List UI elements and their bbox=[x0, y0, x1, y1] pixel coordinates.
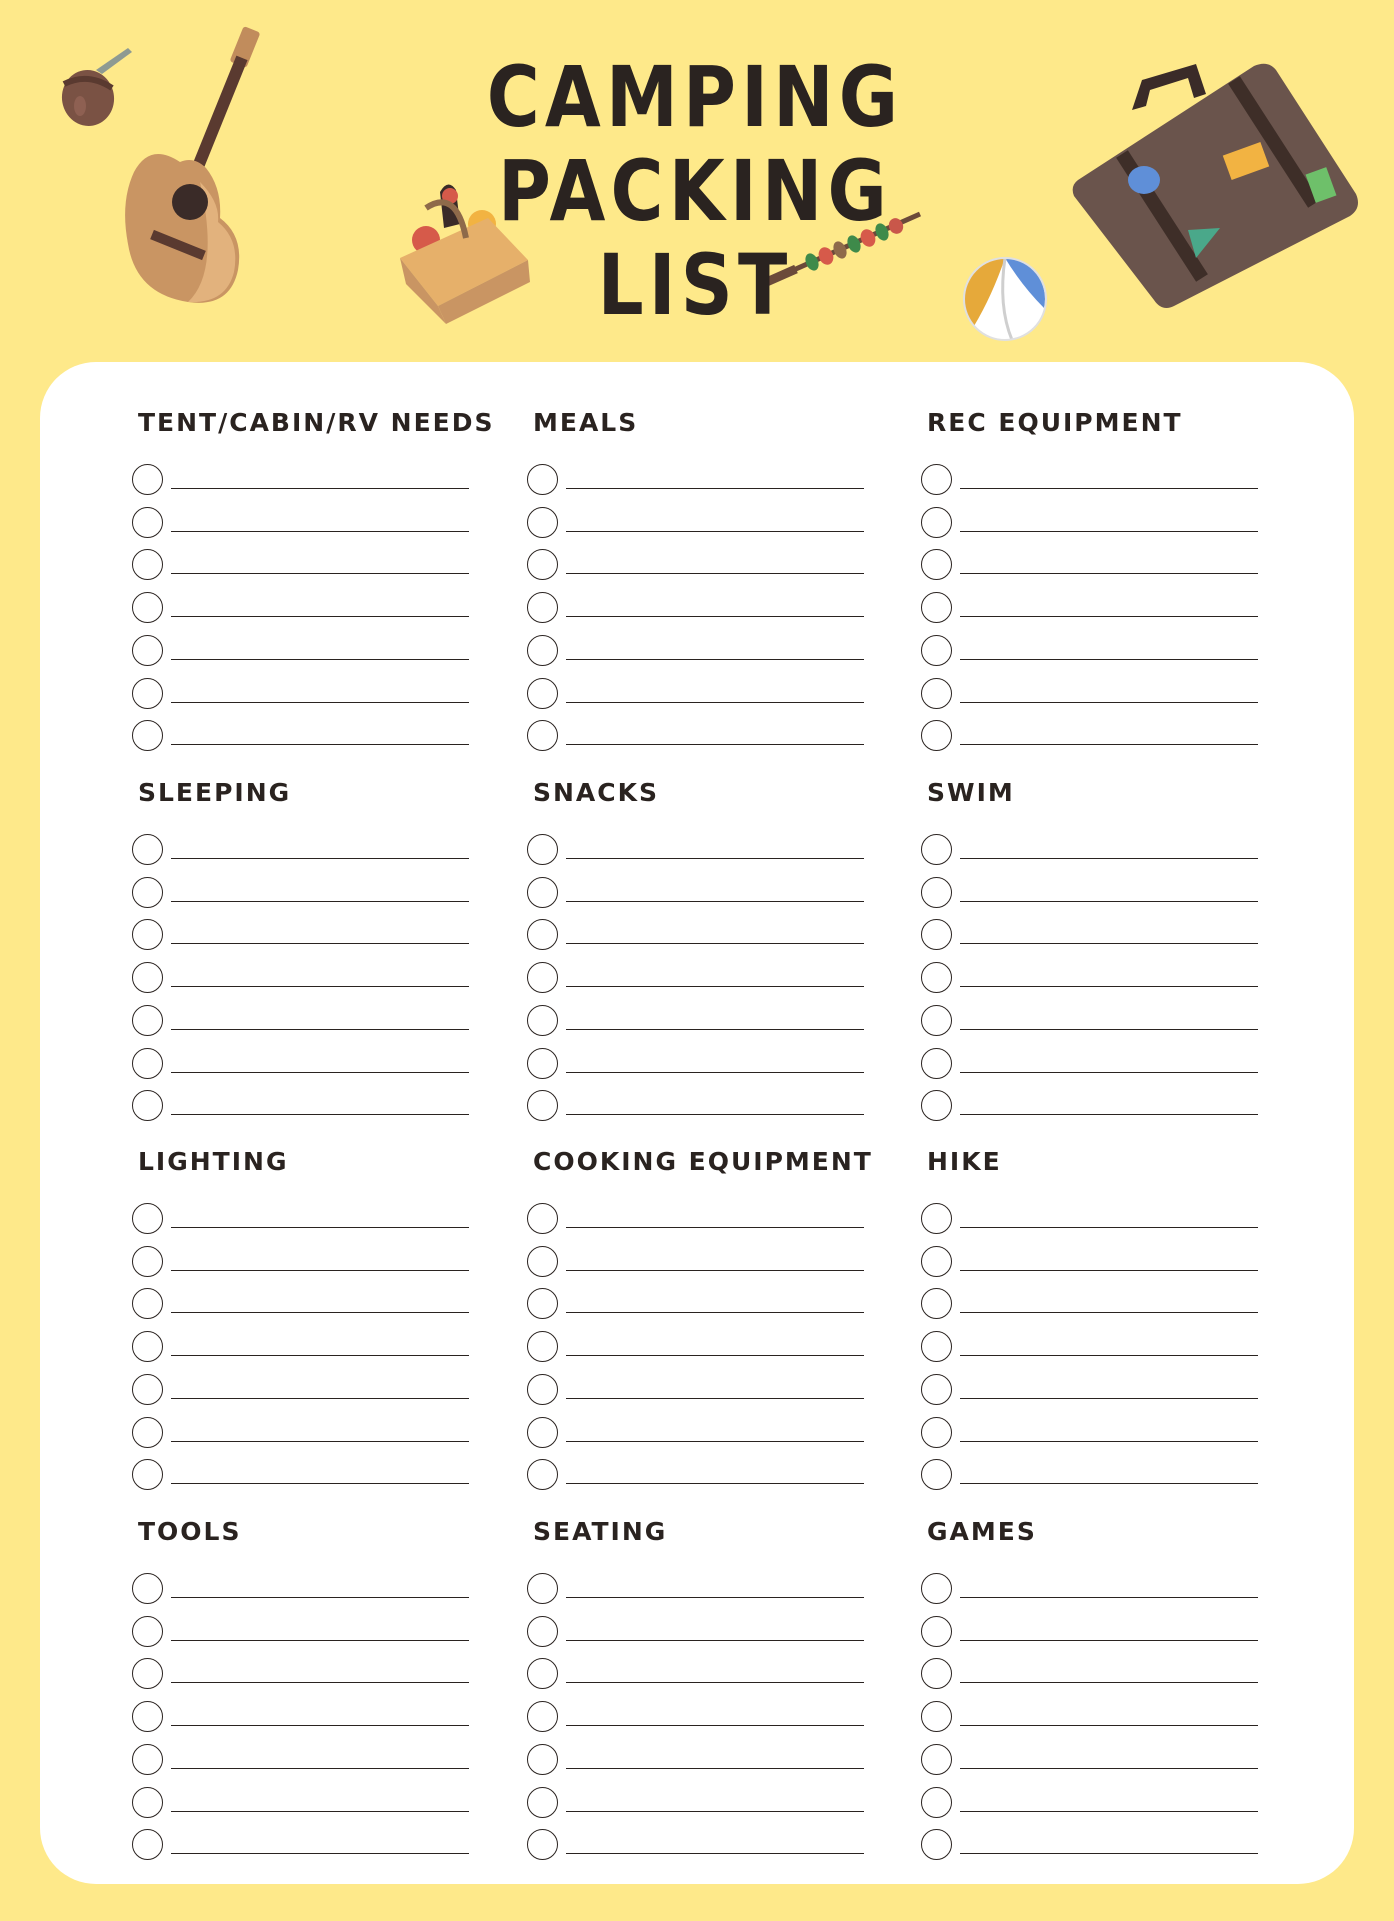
checkbox[interactable] bbox=[921, 1090, 952, 1121]
write-in-line[interactable] bbox=[171, 1853, 469, 1854]
checklist-card bbox=[40, 362, 1354, 1884]
checklist-item bbox=[921, 1203, 1261, 1237]
checkbox[interactable] bbox=[527, 1701, 558, 1732]
checklist-item bbox=[132, 1616, 472, 1650]
checklist-item bbox=[527, 1787, 867, 1821]
checkbox[interactable] bbox=[527, 678, 558, 709]
checklist-item bbox=[921, 1331, 1261, 1365]
checklist-item bbox=[527, 720, 867, 754]
checkbox[interactable] bbox=[132, 962, 163, 993]
write-in-line[interactable] bbox=[171, 1640, 469, 1641]
checkbox[interactable] bbox=[921, 834, 952, 865]
write-in-line[interactable] bbox=[960, 943, 1258, 944]
write-in-line[interactable] bbox=[566, 986, 864, 987]
write-in-line[interactable] bbox=[960, 616, 1258, 617]
checklist-item bbox=[132, 1829, 472, 1863]
section-sleeping bbox=[132, 778, 472, 1108]
checkbox[interactable] bbox=[132, 1787, 163, 1818]
checkbox[interactable] bbox=[921, 464, 952, 495]
checklist-item bbox=[527, 1744, 867, 1778]
write-in-line[interactable] bbox=[566, 1114, 864, 1115]
checklist-item bbox=[132, 678, 472, 712]
checkbox[interactable] bbox=[921, 1048, 952, 1079]
checklist-item bbox=[527, 877, 867, 911]
write-in-line[interactable] bbox=[960, 702, 1258, 703]
checkbox[interactable] bbox=[921, 1701, 952, 1732]
write-in-line[interactable] bbox=[566, 702, 864, 703]
checklist-item bbox=[527, 1048, 867, 1082]
checklist-item bbox=[527, 834, 867, 868]
checkbox[interactable] bbox=[527, 1744, 558, 1775]
write-in-line[interactable] bbox=[566, 1029, 864, 1030]
write-in-line[interactable] bbox=[171, 1441, 469, 1442]
checklist-item bbox=[921, 1459, 1261, 1493]
write-in-line[interactable] bbox=[960, 1682, 1258, 1683]
checklist-item bbox=[527, 962, 867, 996]
checkbox[interactable] bbox=[132, 877, 163, 908]
checklist-item bbox=[921, 678, 1261, 712]
write-in-line[interactable] bbox=[566, 1441, 864, 1442]
checkbox[interactable] bbox=[527, 1616, 558, 1647]
write-in-line[interactable] bbox=[171, 1355, 469, 1356]
section-rec-equipment bbox=[921, 408, 1261, 738]
checkbox[interactable] bbox=[527, 1288, 558, 1319]
write-in-line[interactable] bbox=[171, 1227, 469, 1228]
checkbox[interactable] bbox=[921, 507, 952, 538]
write-in-line[interactable] bbox=[171, 1114, 469, 1115]
section-hike bbox=[921, 1147, 1261, 1477]
checklist-item bbox=[527, 1573, 867, 1607]
write-in-line[interactable] bbox=[566, 1640, 864, 1641]
checklist-item bbox=[921, 1246, 1261, 1280]
write-in-line[interactable] bbox=[566, 1853, 864, 1854]
write-in-line[interactable] bbox=[960, 1312, 1258, 1313]
checkbox[interactable] bbox=[132, 1331, 163, 1362]
checkbox[interactable] bbox=[921, 1787, 952, 1818]
section-meals bbox=[527, 408, 867, 738]
write-in-line[interactable] bbox=[566, 573, 864, 574]
section-title: SEATING bbox=[533, 1517, 668, 1546]
write-in-line[interactable] bbox=[171, 1483, 469, 1484]
checkbox[interactable] bbox=[527, 1005, 558, 1036]
write-in-line[interactable] bbox=[171, 1682, 469, 1683]
checklist-item bbox=[132, 1701, 472, 1735]
checklist-item bbox=[132, 877, 472, 911]
checkbox[interactable] bbox=[921, 1573, 952, 1604]
checklist-item bbox=[527, 1374, 867, 1408]
write-in-line[interactable] bbox=[171, 1072, 469, 1073]
checkbox[interactable] bbox=[921, 1005, 952, 1036]
write-in-line[interactable] bbox=[960, 531, 1258, 532]
write-in-line[interactable] bbox=[960, 1029, 1258, 1030]
page-title bbox=[330, 50, 1061, 332]
checklist-item bbox=[921, 720, 1261, 754]
write-in-line[interactable] bbox=[960, 901, 1258, 902]
checkbox[interactable] bbox=[132, 464, 163, 495]
section-title: SNACKS bbox=[533, 778, 660, 807]
section-seating bbox=[527, 1517, 867, 1847]
checklist-item bbox=[921, 1288, 1261, 1322]
write-in-line[interactable] bbox=[960, 1270, 1258, 1271]
checklist-item bbox=[921, 1787, 1261, 1821]
checkbox[interactable] bbox=[921, 678, 952, 709]
checklist-item bbox=[527, 1616, 867, 1650]
checklist-item bbox=[527, 1658, 867, 1692]
write-in-line[interactable] bbox=[960, 1398, 1258, 1399]
checkbox[interactable] bbox=[132, 592, 163, 623]
checkbox[interactable] bbox=[527, 877, 558, 908]
checklist-item bbox=[921, 1658, 1261, 1692]
checklist-item bbox=[921, 464, 1261, 498]
checkbox[interactable] bbox=[921, 1658, 952, 1689]
checkbox[interactable] bbox=[132, 1459, 163, 1490]
write-in-line[interactable] bbox=[171, 616, 469, 617]
section-title: GAMES bbox=[927, 1517, 1037, 1546]
section-title: SWIM bbox=[927, 778, 1015, 807]
write-in-line[interactable] bbox=[960, 1483, 1258, 1484]
checkbox[interactable] bbox=[132, 1374, 163, 1405]
checkbox[interactable] bbox=[921, 1331, 952, 1362]
guitar-icon bbox=[110, 22, 280, 312]
checkbox[interactable] bbox=[921, 592, 952, 623]
write-in-line[interactable] bbox=[171, 1597, 469, 1598]
write-in-line[interactable] bbox=[566, 1725, 864, 1726]
section-title: LIGHTING bbox=[138, 1147, 289, 1176]
checkbox[interactable] bbox=[527, 1658, 558, 1689]
checkbox[interactable] bbox=[132, 1829, 163, 1860]
checkbox[interactable] bbox=[921, 1459, 952, 1490]
section-title: COOKING EQUIPMENT bbox=[533, 1147, 873, 1176]
checklist-item bbox=[527, 1459, 867, 1493]
write-in-line[interactable] bbox=[566, 1597, 864, 1598]
checkbox[interactable] bbox=[921, 1246, 952, 1277]
checklist-item bbox=[132, 464, 472, 498]
checkbox[interactable] bbox=[527, 1048, 558, 1079]
checkbox[interactable] bbox=[132, 720, 163, 751]
checklist-item bbox=[921, 635, 1261, 669]
write-in-line[interactable] bbox=[171, 1725, 469, 1726]
checkbox[interactable] bbox=[921, 720, 952, 751]
checklist-item bbox=[132, 1744, 472, 1778]
checkbox[interactable] bbox=[527, 507, 558, 538]
checklist-item bbox=[527, 507, 867, 541]
write-in-line[interactable] bbox=[566, 943, 864, 944]
checklist-item bbox=[921, 592, 1261, 626]
write-in-line[interactable] bbox=[566, 744, 864, 745]
write-in-line[interactable] bbox=[960, 488, 1258, 489]
write-in-line[interactable] bbox=[566, 1227, 864, 1228]
checkbox[interactable] bbox=[527, 1573, 558, 1604]
section-snacks bbox=[527, 778, 867, 1108]
section-lighting bbox=[132, 1147, 472, 1477]
write-in-line[interactable] bbox=[171, 488, 469, 489]
checklist-item bbox=[132, 1787, 472, 1821]
section-games bbox=[921, 1517, 1261, 1847]
checklist-item bbox=[132, 592, 472, 626]
checkbox[interactable] bbox=[132, 1048, 163, 1079]
write-in-line[interactable] bbox=[960, 858, 1258, 859]
checkbox[interactable] bbox=[527, 1459, 558, 1490]
checkbox[interactable] bbox=[921, 1203, 952, 1234]
checklist-item bbox=[921, 834, 1261, 868]
checkbox[interactable] bbox=[527, 962, 558, 993]
checkbox[interactable] bbox=[527, 1246, 558, 1277]
checklist-item bbox=[132, 1331, 472, 1365]
checklist-item bbox=[132, 1005, 472, 1039]
checklist-item bbox=[527, 592, 867, 626]
checkbox[interactable] bbox=[921, 1417, 952, 1448]
checkbox[interactable] bbox=[132, 1701, 163, 1732]
write-in-line[interactable] bbox=[960, 573, 1258, 574]
checklist-item bbox=[921, 1744, 1261, 1778]
checklist-item bbox=[132, 1573, 472, 1607]
checklist-item bbox=[921, 1417, 1261, 1451]
checklist-item bbox=[921, 919, 1261, 953]
checklist-item bbox=[132, 635, 472, 669]
section-title: HIKE bbox=[927, 1147, 1002, 1176]
checklist-item bbox=[132, 507, 472, 541]
checklist-item bbox=[132, 962, 472, 996]
checklist-item bbox=[132, 1288, 472, 1322]
checkbox[interactable] bbox=[132, 549, 163, 580]
checkbox[interactable] bbox=[527, 1331, 558, 1362]
checklist-item bbox=[527, 549, 867, 583]
checkbox[interactable] bbox=[527, 635, 558, 666]
checkbox[interactable] bbox=[921, 1288, 952, 1319]
write-in-line[interactable] bbox=[171, 943, 469, 944]
write-in-line[interactable] bbox=[566, 1355, 864, 1356]
checklist-item bbox=[132, 1203, 472, 1237]
write-in-line[interactable] bbox=[171, 659, 469, 660]
checkbox[interactable] bbox=[132, 678, 163, 709]
write-in-line[interactable] bbox=[171, 858, 469, 859]
checkbox[interactable] bbox=[921, 635, 952, 666]
checklist-item bbox=[921, 962, 1261, 996]
checkbox[interactable] bbox=[527, 1090, 558, 1121]
write-in-line[interactable] bbox=[960, 1725, 1258, 1726]
write-in-line[interactable] bbox=[960, 1640, 1258, 1641]
checklist-item bbox=[132, 919, 472, 953]
section-title: TENT/CABIN/RV NEEDS bbox=[138, 408, 495, 437]
checkbox[interactable] bbox=[132, 1658, 163, 1689]
suitcase-icon bbox=[1070, 60, 1370, 320]
checklist-item bbox=[921, 507, 1261, 541]
write-in-line[interactable] bbox=[960, 1114, 1258, 1115]
section-tools bbox=[132, 1517, 472, 1847]
write-in-line[interactable] bbox=[171, 702, 469, 703]
checkbox[interactable] bbox=[132, 1246, 163, 1277]
checkbox[interactable] bbox=[132, 1616, 163, 1647]
section-title: SLEEPING bbox=[138, 778, 292, 807]
write-in-line[interactable] bbox=[566, 1768, 864, 1769]
write-in-line[interactable] bbox=[566, 1682, 864, 1683]
checklist-item bbox=[527, 678, 867, 712]
checkbox[interactable] bbox=[132, 1090, 163, 1121]
checklist-item bbox=[132, 549, 472, 583]
write-in-line[interactable] bbox=[960, 986, 1258, 987]
checklist-item bbox=[132, 1246, 472, 1280]
write-in-line[interactable] bbox=[960, 744, 1258, 745]
checklist-item bbox=[921, 1701, 1261, 1735]
checkbox[interactable] bbox=[527, 1417, 558, 1448]
checklist-item bbox=[132, 834, 472, 868]
write-in-line[interactable] bbox=[960, 1441, 1258, 1442]
section-tent-cabin-rv-needs bbox=[132, 408, 495, 738]
checklist-item bbox=[527, 1417, 867, 1451]
checklist-item bbox=[921, 1005, 1261, 1039]
write-in-line[interactable] bbox=[960, 1227, 1258, 1228]
checklist-item bbox=[921, 549, 1261, 583]
section-cooking-equipment bbox=[527, 1147, 873, 1477]
checklist-item bbox=[132, 1459, 472, 1493]
checklist-item bbox=[527, 1701, 867, 1735]
checklist-item bbox=[527, 1203, 867, 1237]
checkbox[interactable] bbox=[132, 635, 163, 666]
write-in-line[interactable] bbox=[960, 1355, 1258, 1356]
write-in-line[interactable] bbox=[566, 1811, 864, 1812]
checklist-item bbox=[921, 1090, 1261, 1124]
checkbox[interactable] bbox=[527, 919, 558, 950]
write-in-line[interactable] bbox=[566, 901, 864, 902]
checklist-item bbox=[527, 1090, 867, 1124]
write-in-line[interactable] bbox=[566, 1312, 864, 1313]
checkbox[interactable] bbox=[527, 1787, 558, 1818]
checkbox[interactable] bbox=[921, 1829, 952, 1860]
write-in-line[interactable] bbox=[960, 1072, 1258, 1073]
checklist-item bbox=[132, 720, 472, 754]
checklist-item bbox=[527, 1829, 867, 1863]
checkbox[interactable] bbox=[132, 1203, 163, 1234]
write-in-line[interactable] bbox=[566, 659, 864, 660]
write-in-line[interactable] bbox=[171, 573, 469, 574]
checkbox[interactable] bbox=[527, 720, 558, 751]
write-in-line[interactable] bbox=[566, 1483, 864, 1484]
write-in-line[interactable] bbox=[960, 1853, 1258, 1854]
write-in-line[interactable] bbox=[960, 1811, 1258, 1812]
checkbox[interactable] bbox=[132, 834, 163, 865]
checkbox[interactable] bbox=[132, 507, 163, 538]
checkbox[interactable] bbox=[527, 1374, 558, 1405]
checkbox[interactable] bbox=[527, 834, 558, 865]
write-in-line[interactable] bbox=[566, 531, 864, 532]
write-in-line[interactable] bbox=[171, 1270, 469, 1271]
checkbox[interactable] bbox=[921, 962, 952, 993]
section-swim bbox=[921, 778, 1261, 1108]
write-in-line[interactable] bbox=[566, 1398, 864, 1399]
write-in-line[interactable] bbox=[960, 1768, 1258, 1769]
write-in-line[interactable] bbox=[566, 858, 864, 859]
checkbox[interactable] bbox=[132, 1417, 163, 1448]
checkbox[interactable] bbox=[527, 1829, 558, 1860]
write-in-line[interactable] bbox=[171, 1768, 469, 1769]
write-in-line[interactable] bbox=[171, 744, 469, 745]
write-in-line[interactable] bbox=[566, 488, 864, 489]
checklist-item bbox=[132, 1417, 472, 1451]
checklist-item bbox=[527, 919, 867, 953]
checklist-item bbox=[527, 1246, 867, 1280]
section-title: TOOLS bbox=[138, 1517, 242, 1546]
checkbox[interactable] bbox=[132, 1005, 163, 1036]
checklist-item bbox=[921, 1829, 1261, 1863]
section-title: REC EQUIPMENT bbox=[927, 408, 1183, 437]
checklist-item bbox=[132, 1374, 472, 1408]
checkbox[interactable] bbox=[921, 1374, 952, 1405]
write-in-line[interactable] bbox=[566, 1270, 864, 1271]
checkbox[interactable] bbox=[921, 919, 952, 950]
checkbox[interactable] bbox=[527, 1203, 558, 1234]
checkbox[interactable] bbox=[921, 549, 952, 580]
write-in-line[interactable] bbox=[171, 531, 469, 532]
checklist-item bbox=[132, 1658, 472, 1692]
write-in-line[interactable] bbox=[960, 1597, 1258, 1598]
checkbox[interactable] bbox=[527, 464, 558, 495]
checklist-item bbox=[527, 1288, 867, 1322]
write-in-line[interactable] bbox=[960, 659, 1258, 660]
write-in-line[interactable] bbox=[566, 1072, 864, 1073]
checkbox[interactable] bbox=[921, 1744, 952, 1775]
checkbox[interactable] bbox=[132, 1288, 163, 1319]
checklist-item bbox=[527, 1331, 867, 1365]
checklist-item bbox=[921, 1374, 1261, 1408]
write-in-line[interactable] bbox=[171, 1312, 469, 1313]
title-line-1: CAMPING PACKING bbox=[486, 48, 904, 240]
checklist-item bbox=[527, 464, 867, 498]
title-line-2: LIST bbox=[597, 236, 793, 334]
write-in-line[interactable] bbox=[171, 1029, 469, 1030]
checkbox[interactable] bbox=[921, 1616, 952, 1647]
checklist-item bbox=[921, 1048, 1261, 1082]
checklist-item bbox=[921, 1616, 1261, 1650]
checklist-item bbox=[132, 1048, 472, 1082]
write-in-line[interactable] bbox=[171, 1398, 469, 1399]
checkbox[interactable] bbox=[921, 877, 952, 908]
checkbox[interactable] bbox=[132, 919, 163, 950]
section-title: MEALS bbox=[533, 408, 639, 437]
checklist-item bbox=[132, 1090, 472, 1124]
checkbox[interactable] bbox=[527, 549, 558, 580]
checklist-item bbox=[921, 1573, 1261, 1607]
checklist-item bbox=[527, 635, 867, 669]
write-in-line[interactable] bbox=[171, 901, 469, 902]
checklist-item bbox=[921, 877, 1261, 911]
checkbox[interactable] bbox=[132, 1573, 163, 1604]
header bbox=[0, 0, 1394, 362]
checklist-item bbox=[527, 1005, 867, 1039]
write-in-line[interactable] bbox=[566, 616, 864, 617]
write-in-line[interactable] bbox=[171, 986, 469, 987]
write-in-line[interactable] bbox=[171, 1811, 469, 1812]
checkbox[interactable] bbox=[527, 592, 558, 623]
checkbox[interactable] bbox=[132, 1744, 163, 1775]
